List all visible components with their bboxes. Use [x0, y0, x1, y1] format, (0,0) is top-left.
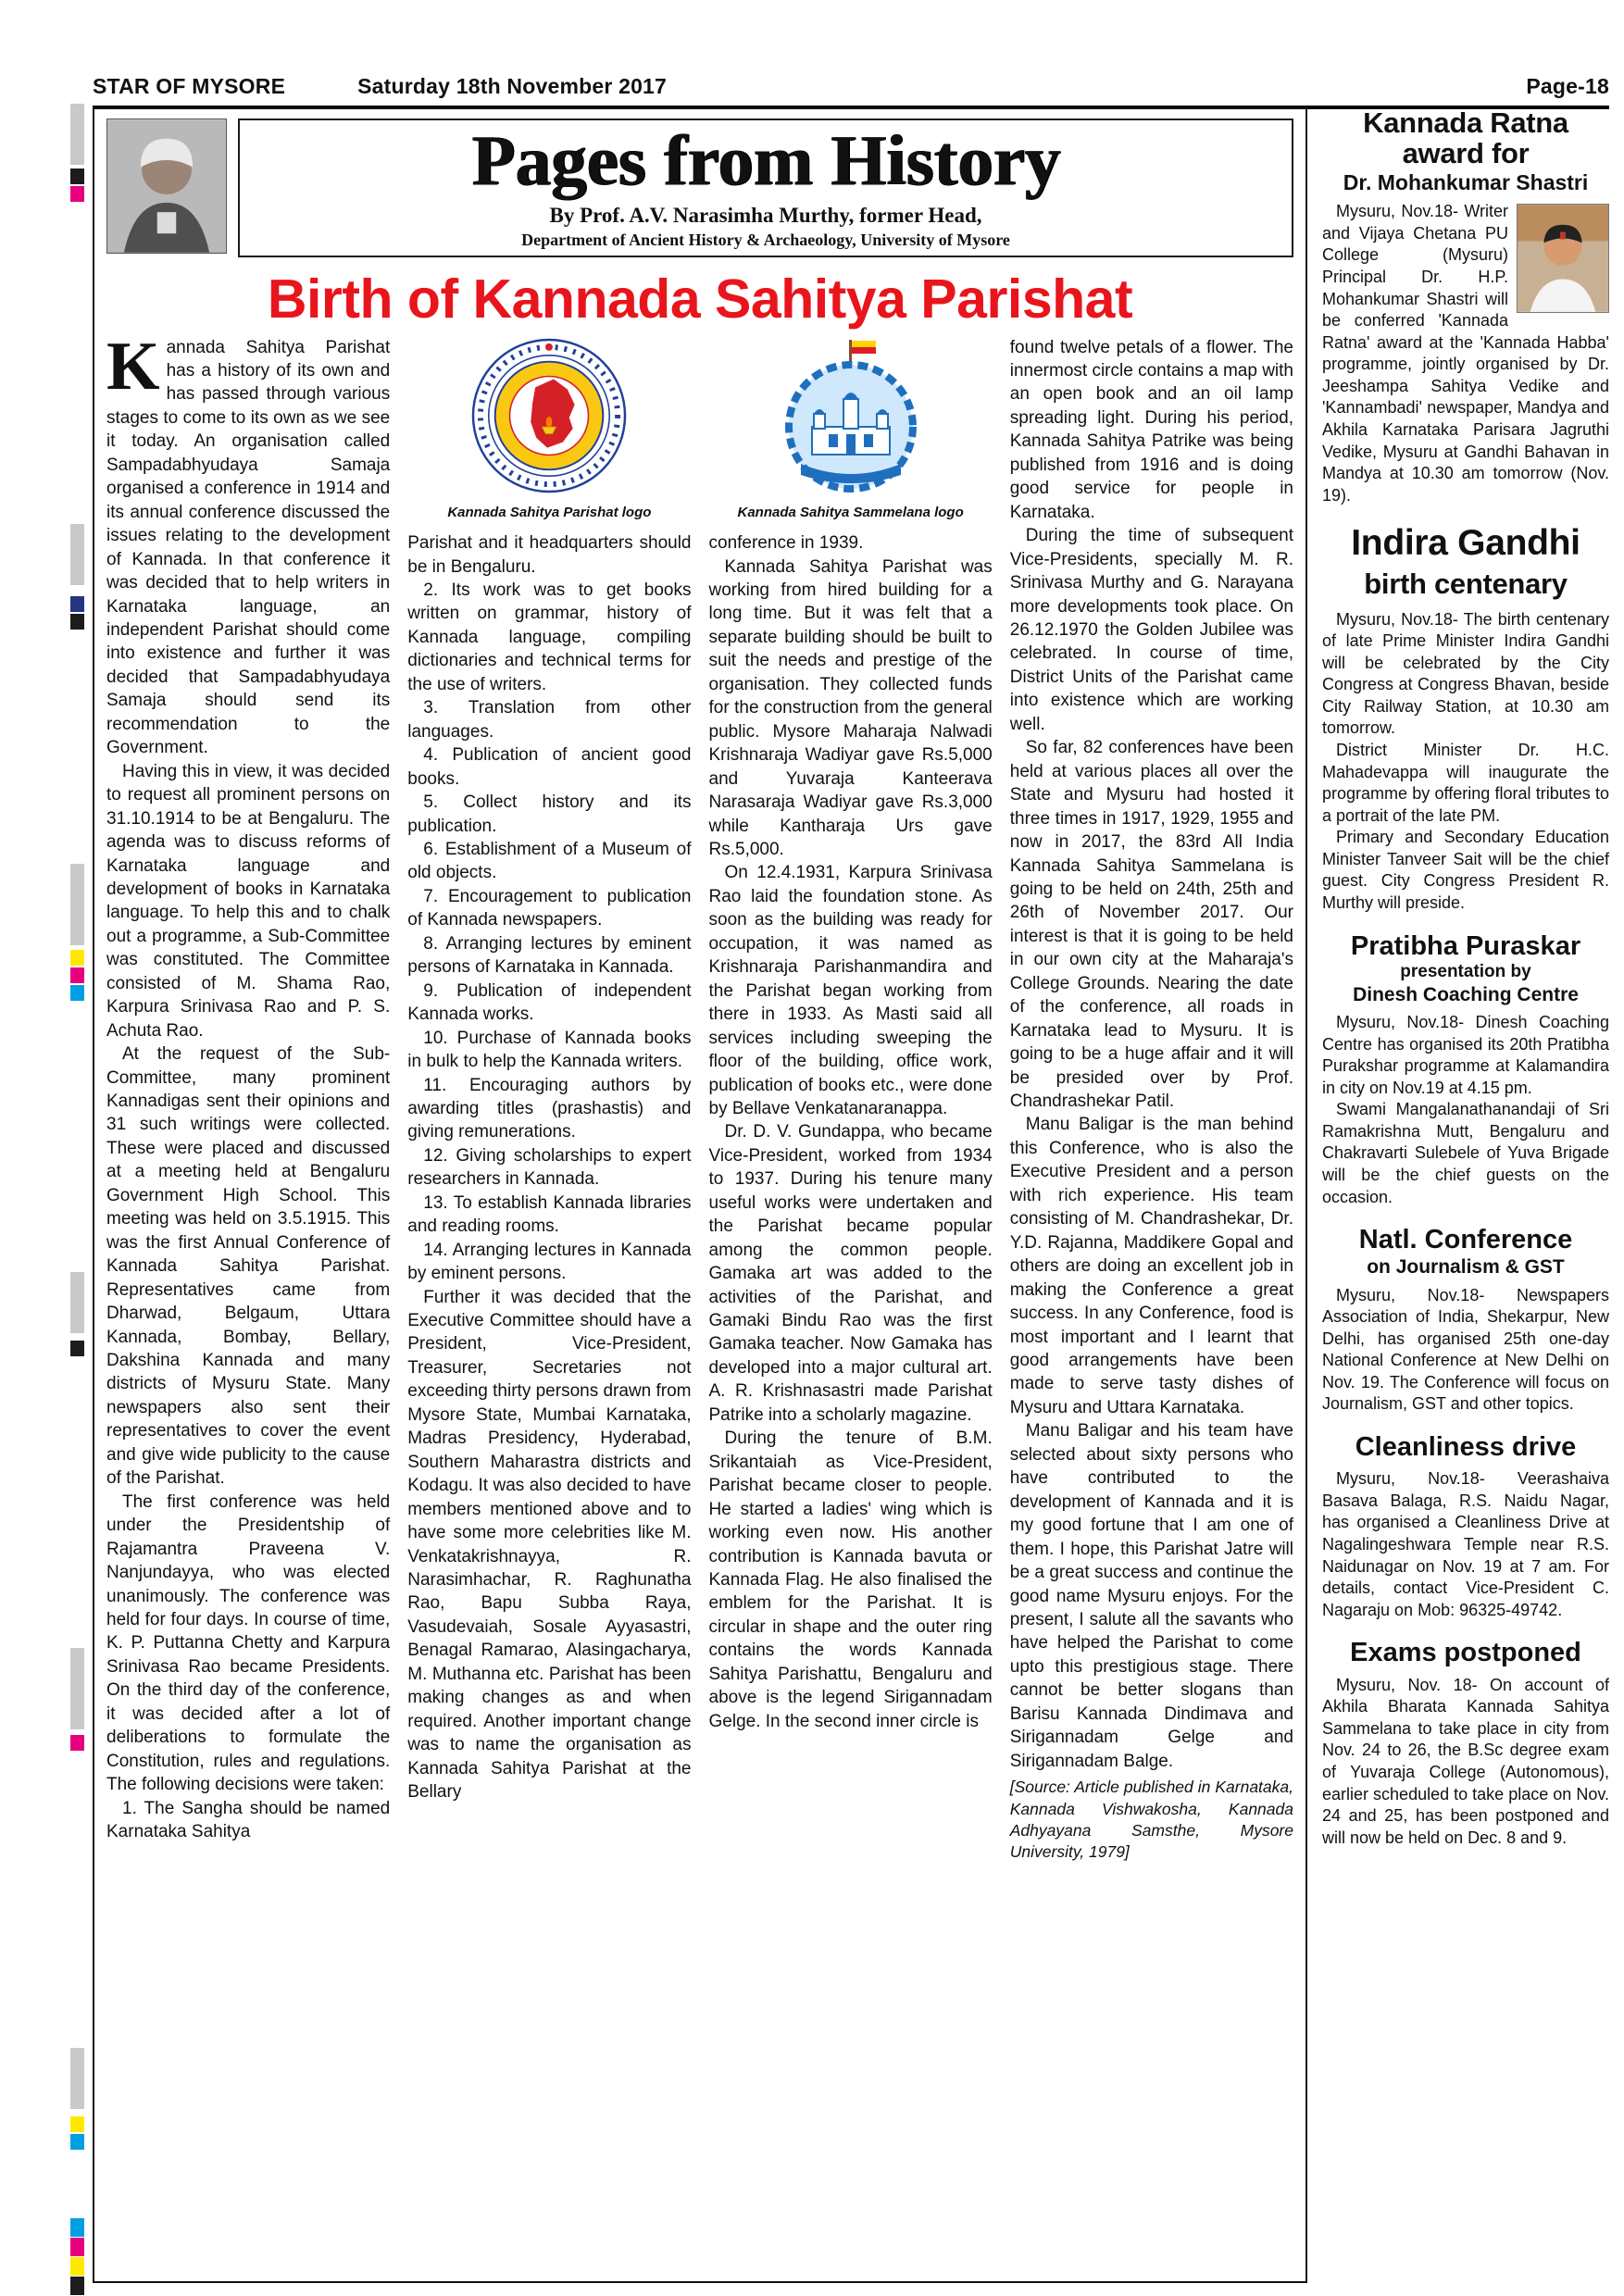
reg-bar	[70, 2048, 84, 2109]
story-body	[1322, 1675, 1609, 1850]
reg-mark-magenta	[70, 1735, 84, 1751]
reg-bar	[70, 1648, 84, 1729]
sidebar	[1322, 107, 1609, 2283]
article-paragraph: Kannada Sahitya Parishat was working from hired building for a long time. But it was felt that a separate building should be built to suit the needs and prestige of the organisation. They collected funds for the construction from the general public. Mysore Maharaja Nalwadi Krishnaraja Wadiyar gave Rs.5,000 and Yuvaraja Kanteerava Narasaraja Wadiyar gave Rs.3,000 while Kantharaja Urs gave Rs.5,000.	[708, 556, 993, 859]
shastri-photo	[1517, 204, 1609, 313]
reg-mark-cyan	[70, 2218, 84, 2237]
article-paragraph: 11. Encouraging authors by awarding titles (prashastis) and giving remunerations.	[407, 1075, 692, 1142]
story-paragraph: Mysuru, Nov.18- Veerashaiva Basava Balaga, R.S. Naidu Nagar, has organised a Cleanliness Drive at Nagalingeshwara Temple near R.S. Naidunagar on Nov. 19 at 7 am. For details, contact Vice-President C. Nagaraju on Mob: 96325-49742.	[1322, 1469, 1609, 1619]
column-3-paragraphs	[709, 531, 993, 1733]
article-paragraph: Parishat and it headquarters should be in Bengaluru.	[407, 533, 692, 577]
story-cleanliness-drive	[1322, 1433, 1609, 1621]
article-paragraph: 14. Arranging lectures in Kannada by eminent persons.	[407, 1240, 692, 1284]
article-paragraph: The first conference was held under the Presidentship of Rajamantra Praveena V. Nanjundayya, who was elected unanimously. The conference was held for four days. In course of time, K. P. Puttanna Chetty and Karpura Srinivasa Rao became Presidents. On the third day of the conference, it was decided after a lot of deliberations to formulate the Constitution, rules and regulations. The following decisions were taken:	[106, 1491, 391, 1795]
article-paragraph: So far, 82 conferences have been held at various places all over the State and Mysuru had hosted it three times in 1917, 1929, 1955 and now in 2017, the 83rd All India Kannada Sahitya Sammelana is going to be held on 24th, 25th and 26th of November 2017. Our interest is that it is going to be held in our own city at the Maharaja's College Grounds. Nearing the date of the conference, all roads in Karnataka lead to Mysuru. It is going to be a huge affair and it will be presided over by Prof. Chandrashekar Patil.	[1009, 738, 1293, 1112]
article-paragraph: found twelve petals of a flower. The innermost circle contains a map with an open book and an oil lamp spreading light. During his period, Kannada Sahitya Patrike was being published from 1916 and is doing good service for people in Karnataka.	[1009, 337, 1293, 522]
article-paragraph: 6. Establishment of a Museum of old objects.	[407, 839, 692, 883]
story-title: Kannada Ratna award for	[1363, 107, 1568, 170]
reg-mark-black	[70, 614, 84, 630]
reg-mark-yellow	[70, 950, 84, 966]
article-paragraph: Manu Baligar and his team have selected about sixty persons who have contributed to the development of Kannada and it is my good fortune that I am one of them. I hope, this Parishat Jatre will be a great success and continue the good name Mysuru enjoys. For the present, I salute all the savants who have helped the Parishat to come upto this prestigious stage. There cannot be better slogans than Barisu Kannada Dindimava and Sirigannadam Gelge and Sirigannadam Balge.	[1009, 1421, 1293, 1771]
column-2-paragraphs	[407, 531, 691, 1803]
story-subtitle: on Journalism & GST	[1367, 1256, 1565, 1279]
page-content	[93, 107, 1609, 2283]
department-line: Department of Ancient History & Archaeology, University of Mysore	[521, 230, 1010, 249]
reg-mark-magenta	[70, 967, 84, 983]
article-paragraph: Further it was decided that the Executive Committee should have a President, Vice-President, Treasurer, Secretaries not exceeding thirty persons drawn from Mysore State, Mumbai Karnataka, Madras Presidency, Hyderabad, Southern Maharastra districts and Kodagu. It was also decided to have members mentioned above and to have some more celebrities like M. Venkatakrishnayya, R. Narasimhachar, R. Raghunatha Rao, Bapu Subba Raya, Vasudevaiah, Sosale Ayyasastri, Benagal Ramarao, Alasingacharya, M. Muthanna etc. Parishat has been making changes as and when required. Another important change was to name the organisation as Kannada Sahitya Parishat at the Bellary	[407, 1287, 692, 1803]
column-4-paragraphs	[1010, 336, 1293, 1774]
story-title: Pratibha Puraskar	[1350, 930, 1581, 961]
article-paragraph: 7. Encouragement to publication of Kannada newspapers.	[407, 886, 692, 930]
reg-mark-magenta	[70, 2238, 84, 2256]
story-paragraph: Swami Mangalanathanandaji of Sri Ramakrishna Mutt, Bengaluru and Chakravarti Sulebele of Yuva Brigade will be the chief guests on the occasion.	[1322, 1100, 1609, 1206]
reg-mark-magenta	[70, 186, 84, 202]
article-paragraph: Manu Baligar is the man behind this Conference, who is also the Executive President and a person with rich experience. His team consisting of M. Chandrashekar, Dr. Y.D. Rajanna, Maddikere Gopal and others are doing an excellent job in making the Conference a great success. In any Conference, food is most important and I learnt that good arrangements have been made to serve tasty dishes of Mysuru and Uttara Karnataka.	[1009, 1115, 1293, 1417]
masthead	[106, 119, 1293, 257]
story-paragraph: Mysuru, Nov. 18- On account of Akhila Bharata Kannada Sahitya Sammelana to take place in city from Nov. 24 to 26, the B.Sc degree exam of Yuvaraja College (Autonomous), earlier scheduled to take place on Nov. 24 and 25, has been postponed and will now be held on Dec. 8 and 9.	[1322, 1675, 1609, 1847]
reg-bar	[70, 864, 84, 945]
article-paragraph: 4. Publication of ancient good books.	[407, 745, 692, 789]
story-exams-postponed	[1322, 1639, 1609, 1849]
article-paragraph: 9. Publication of independent Kannada works.	[407, 980, 692, 1025]
article-column-2	[407, 336, 691, 1864]
story-indira-gandhi	[1322, 524, 1609, 914]
reg-bar	[70, 1272, 84, 1333]
shastri-portrait-graphic	[1518, 205, 1608, 312]
article-paragraph: Having this in view, it was decided to request all prominent persons on 31.10.1914 to be at Bengaluru. The agenda was to discuss reforms of Karnataka language and development of books in Karnataka language. To help this and to chalk out a programme, a Sub-Committee was constituted. The Committee consisted of M. Shama Rao, Karpura Srinivasa Rao and P. S. Achuta Rao.	[106, 761, 391, 1041]
reg-mark-yellow	[70, 2257, 84, 2276]
column-1-paragraphs	[106, 760, 390, 1844]
reg-bar	[70, 104, 84, 165]
main-article	[93, 107, 1307, 2283]
reg-mark-black	[70, 1341, 84, 1356]
reg-mark-black	[70, 2277, 84, 2295]
article-column-1	[106, 328, 391, 1864]
article-paragraph: At the request of the Sub-Committee, many prominent Kannadigas sent their opinions and 31 such writings were collected. These were placed and discussed at a meeting held at Bengaluru Government High School. This meeting was held on 3.5.1915. This was the first Annual Conference of Kannada Sahitya Parishat. Representatives came from Dharwad, Belgaum, Uttara Kannada, Bombay, Bellary, Dakshina Kannada and many districts of Mysuru State. Many newspapers also sent their representatives to cover the event and give wide publicity to the cause of the Parishat.	[106, 1044, 391, 1489]
sammelana-logo-caption: Kannada Sahitya Sammelana logo	[737, 504, 964, 520]
article-paragraph: Dr. D. V. Gundappa, who became Vice-President, worked from 1934 to 1937. During his tenure many useful works were undertaken and the Parishat became popular among the common people. Gamaka art was added to the activities of the Parishat, and Gamaki Bindu Rao was the first Gamaka teacher. Now Gamaka has developed into a major cultural art. A. R. Krishnasastri made Parishat Patrike into a scholarly magazine.	[708, 1122, 993, 1425]
story-pratibha-puraskar	[1322, 932, 1609, 1209]
page-header	[93, 74, 1609, 109]
reg-mark-black	[70, 168, 84, 184]
story-kannada-ratna	[1322, 107, 1609, 506]
article-column-4	[1010, 336, 1293, 1864]
author-photo	[106, 119, 227, 254]
author-portrait-graphic	[107, 119, 226, 253]
article-paragraph: conference in 1939.	[708, 533, 864, 554]
story-body	[1322, 609, 1609, 915]
byline: By Prof. A.V. Narasimha Murthy, former Head,	[549, 203, 982, 227]
story-paragraph: Mysuru, Nov.18- The birth centenary of late Prime Minister Indira Gandhi will be celebrated by the City Congress at Congress Bhavan, beside City Railway Station, at 10.30 am tomorrow.	[1322, 609, 1609, 738]
article-paragraph: 1. The Sangha should be named Karnataka Sahitya	[106, 1798, 391, 1842]
article-paragraph: During the tenure of B.M. Srikantaiah as Vice-President, Parishat became closer to people. He started a ladies' wing which is working even now. His another contribution is Kannada bavuta or Kannada Flag. He also finalised the emblem for the Parishat. It is circular in shape and the outer ring contains the words Kannada Sahitya Parishattu, Bengaluru and above is the legend Sirigannadam Gelge. In the second inner circle is	[708, 1429, 993, 1731]
source-note: [Source: Article published in Karnataka, Kannada Vishwakosha, Kannada Adhyayana Samsthe, Mysore University, 1979]	[1009, 1778, 1293, 1862]
article-paragraph: 13. To establish Kannada libraries and reading rooms.	[407, 1192, 692, 1237]
story-subtitle: presentation by	[1400, 961, 1531, 981]
reg-mark-cyan	[70, 985, 84, 1001]
publication-name: STAR OF MYSORE	[93, 74, 286, 98]
article-paragraph: 10. Purchase of Kannada books in bulk to help the Kannada writers.	[407, 1028, 692, 1072]
sammelana-logo	[756, 338, 945, 493]
masthead-title: Pages from History	[471, 120, 1060, 200]
story-title: Indira Gandhi birth centenary	[1351, 523, 1580, 601]
parishat-logo-figure	[407, 338, 691, 523]
print-registration-marks	[70, 0, 86, 2296]
reg-bar	[70, 524, 84, 585]
story-paragraph: Mysuru, Nov.18- Writer and Vijaya Chetana PU College (Mysuru) Principal Dr. H.P. Mohankumar Shastri will be conferred 'Kannada Ratna' award at the 'Kannada Habba' programme, jointly organised by Dr. Jeeshampa Sahitya Vedike and 'Kannambadi' newspaper, Mandya and Akhila Karnataka Parisara Jagruthi Vedike, Mysuru at Gandhi Bahavan in Mandya at 10.30 am tomorrow (Nov. 19).	[1322, 202, 1609, 505]
story-body	[1322, 201, 1609, 506]
story-title: Natl. Conference	[1358, 1225, 1573, 1255]
issue-date: Saturday 18th November 2017	[357, 74, 668, 98]
page-number: Page-18	[1526, 74, 1609, 98]
lead-paragraph	[106, 328, 391, 760]
story-natl-conference	[1322, 1226, 1609, 1416]
story-subtitle-2: Dinesh Coaching Centre	[1353, 983, 1579, 1005]
article-paragraph: 8. Arranging lectures by eminent persons of Karnataka in Kannada.	[407, 933, 692, 978]
parishat-logo	[471, 338, 627, 493]
masthead-title-box	[238, 119, 1293, 257]
article-columns	[106, 328, 1293, 1864]
article-paragraph: 2. Its work was to get books written on grammar, history of Kannada language, compiling dictionaries and technical terms for the use of writers.	[407, 580, 692, 694]
lead-text: annada Sahitya Parishat has a history of its own and has passed through various stages to come to its own as we see it today. An organisation called Sampadabhyudaya Samaja organised a conference in 1914 and its annual conference discussed the issues relating to the development of Kannada. In that conference it was decided that to help writers in Karnataka language, an independent Parishat should come into existence and further it was decided that Sampadabhyudaya Samaja should send its recommendation to the Government.	[106, 337, 391, 758]
drop-cap: K	[106, 328, 160, 405]
reg-mark-cyan	[70, 2134, 84, 2150]
story-title: Cleanliness drive	[1355, 1432, 1577, 1463]
parishat-logo-caption: Kannada Sahitya Parishat logo	[447, 504, 652, 520]
story-paragraph: Mysuru, Nov.18- Dinesh Coaching Centre has organised its 20th Pratibha Purakshar programme at Kalamandira in city on Nov.19 at 4.15 pm.	[1322, 1012, 1609, 1097]
story-body	[1322, 1012, 1609, 1208]
article-column-3	[709, 336, 993, 1864]
story-paragraph: District Minister Dr. H.C. Mahadevappa will inaugurate the programme by offering floral tributes to a portrait of the late PM.	[1322, 741, 1609, 825]
sammelana-logo-figure	[709, 338, 993, 523]
article-paragraph: 12. Giving scholarships to expert researchers in Kannada.	[407, 1145, 692, 1190]
story-subtitle: Dr. Mohankumar Shastri	[1343, 169, 1589, 194]
story-paragraph: Mysuru, Nov.18- Newspapers Association of India, Shekarpur, New Delhi, has organised 25th one-day National Conference at New Delhi on Nov. 19. The Conference will focus on Journalism, GST and other topics.	[1322, 1285, 1609, 1414]
story-title: Exams postponed	[1350, 1638, 1581, 1668]
article-headline: Birth of Kannada Sahitya Parishat	[267, 268, 1133, 330]
story-body	[1322, 1468, 1609, 1621]
story-body	[1322, 1285, 1609, 1416]
article-paragraph: 3. Translation from other languages.	[407, 698, 692, 742]
article-paragraph: 5. Collect history and its publication.	[407, 792, 692, 836]
story-paragraph: Primary and Secondary Education Minister Tanveer Sait will be the chief guest. City Congress President R. Murthy will preside.	[1322, 828, 1609, 913]
reg-mark-navy	[70, 596, 84, 612]
reg-mark-yellow	[70, 2116, 84, 2132]
article-paragraph: On 12.4.1931, Karpura Srinivasa Rao laid the foundation stone. As soon as the building was ready for occupation, it was named as Krishnaraja Parishanmandira and the Parishat began working from there in 1933. As Masti said all services including sweeping the floor of the building, office work, publication of books etc., were done by Bellave Venkatanaranappa.	[708, 863, 993, 1118]
article-paragraph: During the time of subsequent Vice-Presidents, specially M. R. Srinivasa Murthy and G. Narayana more developments took place. On 26.12.1970 the Golden Jubilee was celebrated. In course of time, District Units of the Parishat came into existence which are working well.	[1009, 526, 1293, 734]
